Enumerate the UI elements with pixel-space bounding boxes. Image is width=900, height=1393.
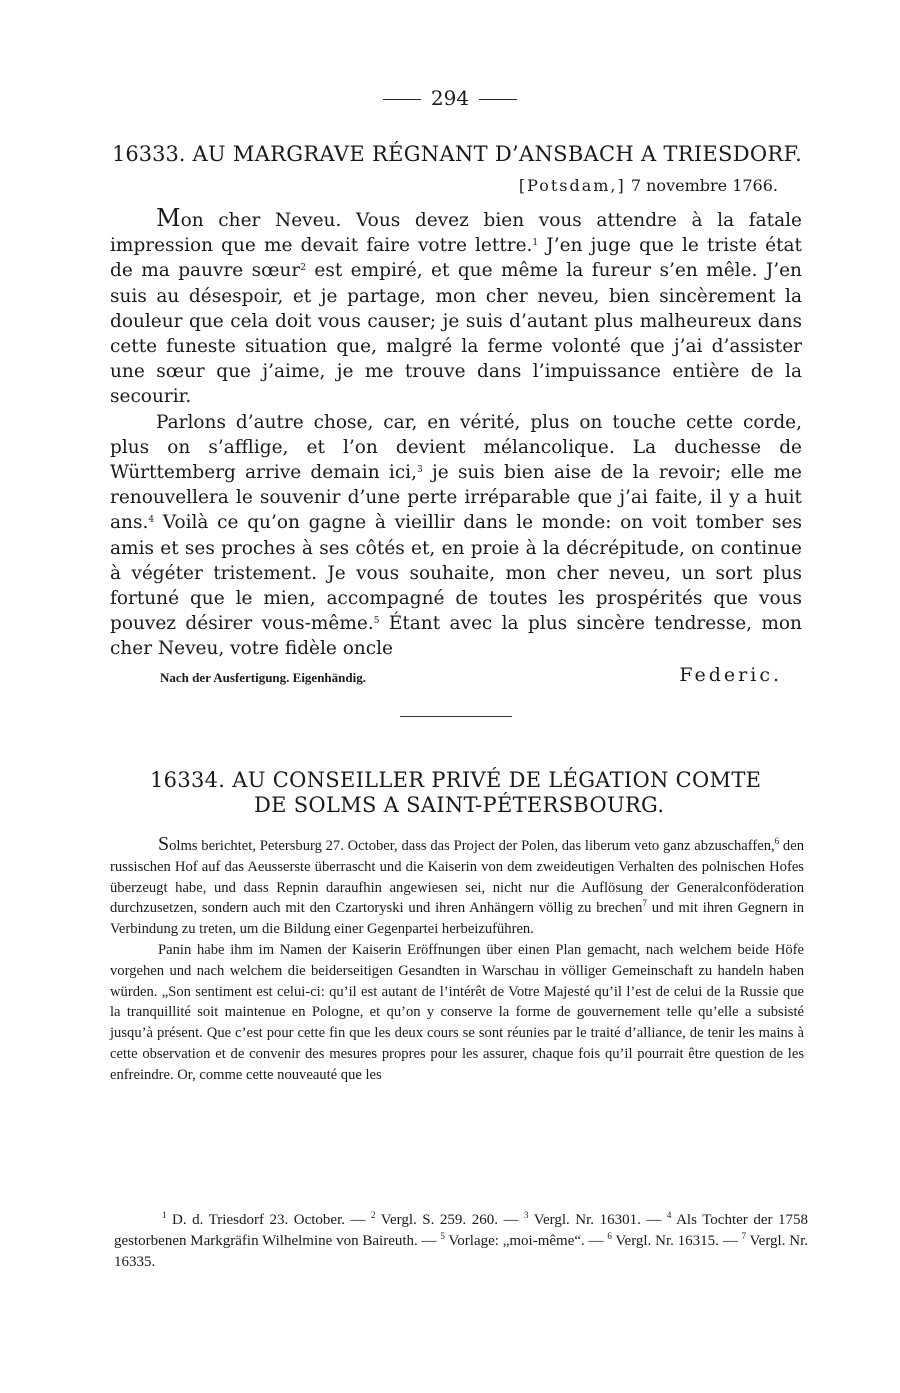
text-run: Parlons d’autre chose, car, en vérité, plus on touche cette corde, plus on s’afflige, et l’on devient mélancolique. La duchesse de Württemberg arrive demain ici, — [110, 411, 802, 484]
footnote-number: 4 — [666, 1210, 672, 1220]
footnote-text: Vergl. Nr. 16315. — — [611, 1233, 742, 1249]
footnote-ref: 2 — [300, 263, 306, 274]
footnote-text: Vergl. Nr. 16301. — — [528, 1212, 667, 1228]
header-dash-right — [479, 99, 517, 100]
letter1-paragraph-1 — [110, 206, 802, 410]
letter2-paragraph-2: Panin habe ihm im Namen der Kaiserin Eröffnungen über einen Plan gemacht, nach welchem beide Höfe vorgehen und nach welchem die beiderseitigen Gesandten in Warschau in völliger Gemeinschaft zu handeln haben würden. „Son sentiment est celui-ci: qu’il est autant de l’intérêt de Votre Majesté qu’il l’est de celui de la Russie que la tranquillité soit maintenue en Pologne, et qu’on y conserve la forme de gouvernement telle qu’elle a subsisté jusqu’à présent. Que c’est pour cette fin que les deux cours se sont réunies par le traité d’alliance, de tenir les mains à cette observation et de convenir des mesures propres pour les assurer, chaque fois qu’il pourrait être question de les enfreindre. Or, comme cette nouveauté que les — [110, 941, 804, 1083]
footnote-text: Als Tochter der 1758 gestorbenen Markgräfin Wilhelmine von Baireuth. — — [114, 1212, 808, 1249]
text-run: je suis bien aise de la revoir; elle me renouvellera le souvenir d’une perte irréparable que j’ai faite, il y a huit ans. — [110, 462, 802, 534]
letter2-heading-line2: DE SOLMS A SAINT-PÉTERSBOURG. — [254, 793, 665, 817]
source-note: Nach der Ausfertigung. Eigenhändig. — [160, 670, 366, 685]
footnote-ref: 1 — [532, 238, 539, 249]
letter1-number: 16333. — [112, 142, 186, 166]
footnote-ref: 7 — [642, 898, 647, 909]
signature: Federic. — [679, 664, 782, 686]
header-dash-left — [383, 99, 421, 100]
footnote-ref: 4 — [148, 515, 155, 526]
footnote-text: Vorlage: „moi-même“. — — [444, 1233, 608, 1249]
section-divider — [400, 716, 512, 717]
text-run: J’en juge que le triste état de ma pauvre sœur — [110, 235, 802, 282]
letter1-heading — [112, 142, 812, 166]
letter1-body — [110, 206, 802, 662]
text-run: und mit ihren Gegnern in Verbindung zu treten, um die Bildung einer Gegenpartei herbeizuführen. — [110, 900, 804, 938]
footnote-text: D. d. Triesdorf 23. October. — — [166, 1212, 372, 1228]
text-run: Étant avec la plus sincère tendresse, mon cher Neveu, votre fidèle oncle — [110, 613, 802, 660]
letter2-body — [110, 834, 804, 1086]
letter2-paragraph-1 — [110, 834, 804, 940]
text-run: est empiré, et que même la fureur s’en mêle. J’en suis au désespoir, et je partage, mon cher neveu, bien sincèrement la douleur que cela doit vous causer; je suis d’autant plus malheureux dans cette funeste situation que, malgré la ferme volonté que j’ai d’assister une sœur que j’aime, je me trouve dans l’impuissance entière de la secourir. — [110, 260, 802, 408]
footnotes — [114, 1210, 808, 1273]
letter1-heading-text: AU MARGRAVE RÉGNANT D’ANSBACH A TRIESDORF. — [192, 142, 803, 166]
page-header — [0, 86, 900, 110]
letter1-closing — [160, 664, 782, 692]
footnote-ref: 6 — [774, 836, 780, 846]
text-run: Mon cher Neveu. Vous devez bien vous attendre à la fatale impression que me devait faire votre lettre. — [110, 204, 802, 257]
footnote-number: 1 — [162, 1210, 167, 1220]
letter1-paragraph-2 — [110, 410, 802, 662]
letter1-date: 7 novembre 1766. — [630, 176, 778, 195]
footnote-number: 2 — [371, 1210, 376, 1220]
letter1-place: [Potsdam,] — [518, 176, 626, 195]
letter2-number: 16334. — [150, 768, 226, 792]
text-run: Solms berichtet, Petersburg 27. October, dass das Project der Polen, das liberum veto ganz abzuschaffen, — [158, 833, 775, 855]
footnote-number: 3 — [524, 1210, 529, 1220]
footnote-text: Vergl. S. 259. 260. — — [375, 1212, 525, 1228]
footnote-text: Vergl. Nr. 16335. — [114, 1233, 809, 1270]
footnote-number: 7 — [741, 1231, 746, 1241]
text-run: den russischen Hof auf das Aeusserste überrascht und die Kaiserin von dem zweideutigen Verhalten des polnischen Hofes überzeugt habe, und dass Repnin daraufhin angewiesen sei, nicht nur die Auflösung der Generalconföderation durchzusetzen, sondern auch mit den Czartoryski und ihren Anhängern völlig zu brechen — [110, 838, 804, 917]
letter2-heading-line1: AU CONSEILLER PRIVÉ DE LÉGATION COMTE — [232, 768, 762, 792]
footnote-number: 6 — [607, 1231, 612, 1241]
letter1-dateline — [519, 176, 778, 195]
footnote-ref: 3 — [416, 465, 423, 476]
footnote-block — [114, 1210, 808, 1273]
footnote-number: 5 — [440, 1231, 445, 1241]
page-number: 294 — [430, 86, 470, 110]
letter2-heading — [150, 768, 810, 818]
footnote-ref: 5 — [373, 616, 380, 627]
text-run: Voilà ce qu’on gagne à vieillir dans le monde: on voit tomber ses amis et ses proches à ses côtés et, en proie à la décrépitude, on continue à végéter tristement. Je vous souhaite, mon cher neveu, un sort plus fortuné que le mien, accompagné de toutes les prospérités que vous pouvez désirer vous-même. — [110, 512, 802, 635]
